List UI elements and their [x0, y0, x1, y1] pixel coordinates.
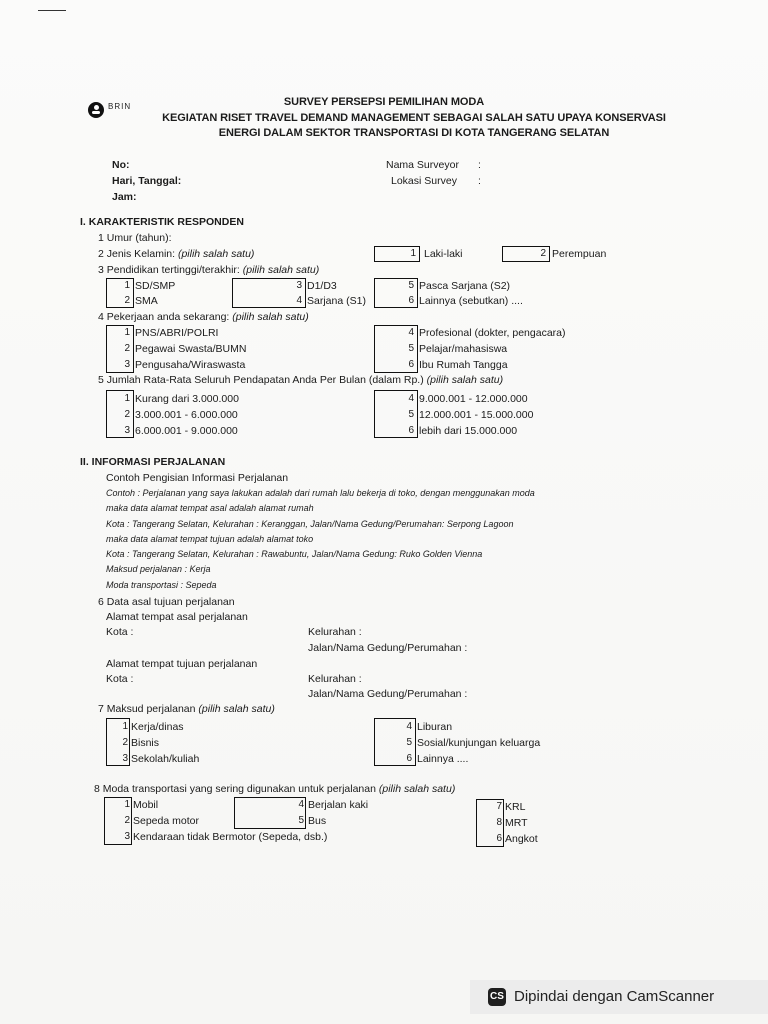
q5-num-3: 3	[124, 425, 130, 436]
q5-opt-5: 12.000.001 - 15.000.000	[419, 409, 534, 421]
q8-opt-2: Sepeda motor	[133, 815, 199, 827]
example-line-2: maka data alamat tempat asal adalah alamat rumah	[106, 503, 314, 513]
q4-opt-1: PNS/ABRI/POLRI	[135, 327, 219, 339]
q5-num-6: 6	[408, 425, 414, 436]
q7-hint: (pilih salah satu)	[198, 703, 275, 715]
q3-num-5: 5	[408, 280, 414, 291]
q7-opt-6: Lainnya ....	[417, 753, 469, 765]
q7-num-4: 4	[406, 721, 412, 732]
q4-opt-2: Pegawai Swasta/BUMN	[135, 343, 247, 355]
example-line-5: Kota : Tangerang Selatan, Kelurahan : Rawabuntu, Jalan/Nama Gedung: Ruko Golden Vienna	[106, 549, 483, 559]
q4-num-1: 1	[124, 327, 130, 338]
q7-opt-3: Sekolah/kuliah	[131, 753, 200, 765]
q3-num-2: 2	[124, 295, 130, 306]
section-2-title: II. INFORMASI PERJALANAN	[80, 456, 226, 468]
q5-num-4: 4	[408, 393, 414, 404]
q3-opt-2: SMA	[135, 295, 158, 307]
q8-num-2: 2	[124, 815, 130, 826]
q7-maksud	[98, 703, 275, 715]
q5-opt-4: 9.000.001 - 12.000.000	[419, 393, 528, 405]
q8-opt-6: Angkot	[505, 833, 538, 845]
q6-tujuan-label: Alamat tempat tujuan perjalanan	[106, 658, 258, 670]
q4-num-4: 4	[408, 327, 414, 338]
q4-num-5: 5	[408, 343, 414, 354]
q5-num-2: 2	[124, 409, 130, 420]
example-title: Contoh Pengisian Informasi Perjalanan	[106, 472, 289, 484]
q6-asal-label: Alamat tempat asal perjalanan	[106, 611, 248, 623]
q8-opt-7: KRL	[505, 801, 526, 813]
q8-num-7: 7	[496, 801, 502, 812]
q6-tujuan-kota: Kota :	[106, 673, 134, 685]
field-hari-tanggal: Hari, Tanggal:	[112, 175, 182, 187]
q6-tujuan-kelurahan: Kelurahan :	[308, 673, 362, 685]
survey-title: SURVEY PERSEPSI PEMILIHAN MODA	[283, 96, 485, 108]
section-1-title: I. KARAKTERISTIK RESPONDEN	[80, 216, 244, 228]
q3-pendidikan	[98, 264, 319, 276]
camscanner-watermark	[470, 980, 768, 1014]
example-line-1: Contoh : Perjalanan yang saya lakukan adalah dari rumah lalu bekerja di toko, dengan menggunakan moda	[106, 488, 535, 498]
field-jam: Jam:	[112, 191, 137, 203]
q2-jenis-kelamin	[98, 248, 254, 260]
q3-hint: (pilih salah satu)	[242, 264, 320, 276]
q2-opt-1: Laki-laki	[424, 248, 463, 260]
colon-lokasi: :	[478, 175, 481, 187]
q5-opt-2: 3.000.001 - 6.000.000	[135, 409, 238, 421]
q4-opt-4: Profesional (dokter, pengacara)	[419, 327, 566, 339]
field-lokasi: Lokasi Survey	[391, 175, 457, 187]
q3-opt-1: SD/SMP	[135, 280, 176, 292]
q8-opt-4: Berjalan kaki	[308, 799, 369, 811]
q3-opt-5: Pasca Sarjana (S2)	[419, 280, 511, 292]
q8-opt-8: MRT	[505, 817, 528, 829]
q8-opt-1: Mobil	[133, 799, 159, 811]
q3-opt-3: D1/D3	[307, 280, 337, 292]
q3-opt-6: Lainnya (sebutkan) ....	[419, 295, 523, 307]
q7-num-3: 3	[122, 753, 128, 764]
q7-num-1: 1	[122, 721, 128, 732]
q4-label: 4 Pekerjaan anda sekarang:	[98, 311, 230, 323]
q2-num-1: 1	[410, 248, 416, 259]
example-line-3: Kota : Tangerang Selatan, Kelurahan : Keranggan, Jalan/Nama Gedung/Perumahan: Serpong Lagoon	[106, 519, 514, 529]
q2-label: 2 Jenis Kelamin:	[98, 248, 176, 260]
q8-num-8: 8	[496, 817, 502, 828]
q4-pekerjaan	[98, 311, 309, 323]
q4-num-2: 2	[124, 343, 130, 354]
q2-hint: (pilih salah satu)	[177, 248, 255, 260]
survey-subtitle-1: KEGIATAN RISET TRAVEL DEMAND MANAGEMENT SEBAGAI SALAH SATU UPAYA KONSERVASI	[162, 112, 666, 124]
q8-opt-3: Kendaraan tidak Bermotor (Sepeda, dsb.)	[133, 831, 328, 843]
q8-label: 8 Moda transportasi yang sering digunakan untuk perjalanan	[94, 783, 376, 795]
q7-label: 7 Maksud perjalanan	[98, 703, 196, 715]
q4-num-6: 6	[408, 359, 414, 370]
q7-opt-1: Kerja/dinas	[131, 721, 184, 733]
q4-hint: (pilih salah satu)	[232, 311, 309, 323]
q6-asal-kota: Kota :	[106, 626, 134, 638]
q3-opt-4: Sarjana (S1)	[307, 295, 366, 307]
q1-umur: 1 Umur (tahun):	[98, 232, 172, 244]
q7-opt-5: Sosial/kunjungan keluarga	[417, 737, 541, 749]
example-line-7: Moda transportasi : Sepeda	[106, 580, 217, 590]
q8-num-3: 3	[124, 831, 130, 842]
q5-hint: (pilih salah satu)	[426, 374, 504, 386]
colon-surveyor: :	[478, 159, 481, 171]
q4-opt-6: Ibu Rumah Tangga	[419, 359, 508, 371]
scan-mark	[38, 10, 66, 11]
q8-num-1: 1	[124, 799, 130, 810]
q5-opt-1: Kurang dari 3.000.000	[135, 393, 239, 405]
q5-pendapatan	[98, 374, 503, 386]
q5-num-1: 1	[124, 393, 130, 404]
q6-asal-kelurahan: Kelurahan :	[308, 626, 362, 638]
q8-moda	[94, 783, 455, 795]
example-line-4: maka data alamat tempat tujuan adalah alamat toko	[106, 534, 314, 544]
q2-opt-2: Perempuan	[552, 248, 607, 260]
q5-label: 5 Jumlah Rata-Rata Seluruh Pendapatan Anda Per Bulan (dalam Rp.)	[98, 374, 424, 386]
q5-opt-3: 6.000.001 - 9.000.000	[135, 425, 238, 437]
q2-num-2: 2	[540, 248, 546, 259]
q3-num-3: 3	[296, 280, 302, 291]
camscanner-label: Dipindai dengan CamScanner	[514, 988, 715, 1005]
q7-num-2: 2	[122, 737, 128, 748]
q8-num-6: 6	[496, 833, 502, 844]
q8-num-4: 4	[298, 799, 304, 810]
q6-tujuan-jalan: Jalan/Nama Gedung/Perumahan :	[308, 688, 468, 700]
q4-opt-3: Pengusaha/Wiraswasta	[135, 359, 246, 371]
q7-opt-4: Liburan	[417, 721, 453, 733]
q4-opt-5: Pelajar/mahasiswa	[419, 343, 508, 355]
q7-num-5: 5	[406, 737, 412, 748]
survey-subtitle-2: ENERGI DALAM SEKTOR TRANSPORTASI DI KOTA TANGERANG SELATAN	[218, 127, 610, 139]
q7-num-6: 6	[406, 753, 412, 764]
q5-num-5: 5	[408, 409, 414, 420]
q6-asal-jalan: Jalan/Nama Gedung/Perumahan :	[308, 642, 468, 654]
brin-logo-text: BRIN	[108, 102, 132, 111]
q3-num-1: 1	[124, 280, 130, 291]
q4-num-3: 3	[124, 359, 130, 370]
q6-data-asal-tujuan: 6 Data asal tujuan perjalanan	[98, 596, 235, 608]
q7-opt-2: Bisnis	[131, 737, 160, 749]
q8-num-5: 5	[298, 815, 304, 826]
field-surveyor: Nama Surveyor	[386, 159, 459, 171]
camscanner-icon: CS	[488, 988, 506, 1006]
q8-hint: (pilih salah satu)	[378, 783, 456, 795]
q8-opt-5: Bus	[308, 815, 327, 827]
q3-num-6: 6	[408, 295, 414, 306]
example-line-6: Maksud perjalanan : Kerja	[106, 564, 211, 574]
q3-label: 3 Pendidikan tertinggi/terakhir:	[98, 264, 240, 276]
field-no: No:	[112, 159, 130, 171]
q5-opt-6: lebih dari 15.000.000	[419, 425, 518, 437]
q3-num-4: 4	[296, 295, 302, 306]
